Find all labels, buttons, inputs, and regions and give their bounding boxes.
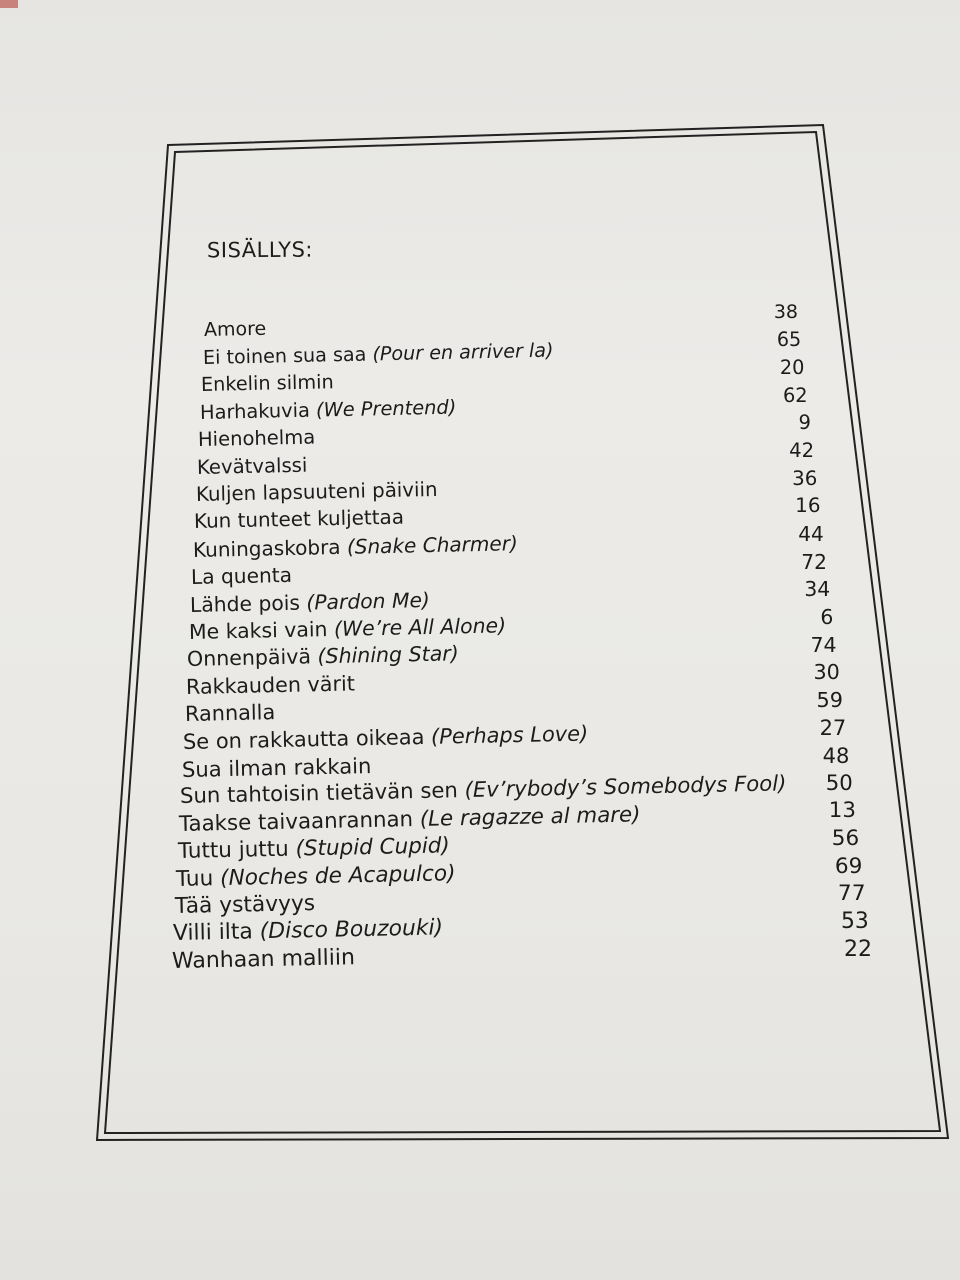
toc-original-title: (Ev’rybody’s Somebodys Fool) <box>464 771 788 804</box>
toc-page-number: 42 <box>789 438 815 462</box>
toc-entry-title <box>194 506 404 533</box>
toc-song-title: Me kaksi vain <box>188 617 328 644</box>
toc-page-number: 56 <box>831 826 860 852</box>
toc-song-title: Sun tahtoisin tietävän sen <box>180 778 459 810</box>
toc-entry-title <box>177 833 449 864</box>
toc-song-title: Harhakuvia <box>199 398 310 424</box>
toc-song-title: Tää ystävyys <box>174 891 316 919</box>
toc-page-number: 20 <box>779 355 805 379</box>
toc-song-title: Enkelin silmin <box>200 370 335 397</box>
toc-page-number: 22 <box>844 936 872 962</box>
toc-song-title: Kuljen lapsuuteni päiviin <box>195 477 438 506</box>
toc-page-number: 38 <box>773 300 798 323</box>
toc-entry-title <box>184 700 275 726</box>
toc-page-number: 30 <box>813 660 840 685</box>
toc-page-number: 6 <box>820 604 834 629</box>
toc-song-title: Kuningaskobra <box>192 534 341 562</box>
toc-page-number: 62 <box>782 383 808 407</box>
toc-entry-title <box>186 671 355 699</box>
toc-original-title: (Pour en arriver la) <box>371 338 554 366</box>
toc-original-title: (Stupid Cupid) <box>294 833 450 862</box>
toc-song-title: Tuu <box>175 865 214 892</box>
toc-original-title: (Noches de Acapulco) <box>220 860 456 891</box>
toc-original-title: (We’re All Alone) <box>333 613 506 641</box>
toc-page-number: 59 <box>816 687 844 712</box>
toc-entry-title <box>183 721 589 753</box>
toc-page-number: 27 <box>819 715 847 740</box>
toc-page-number: 69 <box>834 853 863 879</box>
toc-song-title: Tuttu juttu <box>177 836 289 865</box>
toc-song-title: Lähde pois <box>189 590 301 617</box>
toc-entry-title <box>204 317 267 340</box>
toc-original-title: (Perhaps Love) <box>430 721 589 749</box>
toc-entry-title <box>173 916 444 947</box>
toc-song-title: Ei toinen sua saa <box>202 342 367 369</box>
toc-original-title: (Shining Star) <box>317 641 460 669</box>
toc-song-title: Villi ilta <box>173 919 254 947</box>
toc-entry-title <box>191 563 292 589</box>
toc-original-title: (Snake Charmer) <box>346 530 518 559</box>
toc-entry-title <box>175 891 316 919</box>
toc-heading: SISÄLLYS: <box>206 237 314 263</box>
toc-page-number: 53 <box>840 909 869 935</box>
toc-original-title: (We Prentend) <box>315 395 457 422</box>
toc-song-title: Kun tunteet kuljettaa <box>194 505 405 534</box>
toc-page-number: 36 <box>792 466 818 490</box>
toc-song-title: Onnenpäivä <box>187 644 312 672</box>
toc-song-title: Taakse taivaanrannan <box>178 806 414 837</box>
toc-entry-title <box>176 861 456 892</box>
toc-song-title: Rannalla <box>184 700 275 727</box>
toc-entry-title <box>195 478 437 506</box>
toc-song-title: Rakkauden värit <box>185 671 355 699</box>
toc-entry-title <box>198 426 316 451</box>
toc-entry-title <box>201 371 334 397</box>
toc-page-number: 74 <box>810 632 837 657</box>
toc-page-number: 50 <box>825 770 853 796</box>
toc-entry-title <box>190 588 430 617</box>
toc-page-number: 16 <box>795 494 821 518</box>
toc-page-number: 48 <box>822 743 850 769</box>
toc-entry-title <box>193 531 518 562</box>
toc-song-title: Se on rakkautta oikeaa <box>182 724 425 754</box>
toc-song-title: Hienohelma <box>198 425 316 452</box>
toc-song-title: La quenta <box>191 563 293 590</box>
toc-entry-title <box>181 753 371 782</box>
toc-page-number: 44 <box>798 521 824 546</box>
toc-page-number: 72 <box>801 549 827 574</box>
toc-original-title: (Le ragazze al mare) <box>419 802 641 832</box>
toc-entry-title <box>187 642 459 672</box>
toc-page-number: 65 <box>776 328 802 352</box>
toc-entry-title <box>200 395 457 423</box>
toc-song-title: Sua ilman rakkain <box>181 753 372 782</box>
toc-song-title: Wanhaan malliin <box>171 944 356 974</box>
toc-entry-title <box>172 945 355 974</box>
toc-original-title: (Pardon Me) <box>306 587 431 615</box>
toc-song-title: Amore <box>203 317 267 341</box>
toc-page-number: 34 <box>804 577 831 602</box>
toc-entry-title <box>202 339 553 369</box>
toc-entry-title <box>188 613 506 644</box>
toc-entry-title <box>197 453 308 478</box>
toc-page-number: 9 <box>798 411 811 435</box>
toc-page-number: 77 <box>837 881 866 907</box>
toc-original-title: (Disco Bouzouki) <box>259 915 444 945</box>
toc-song-title: Kevätvalssi <box>196 453 308 479</box>
toc-page-number: 13 <box>828 798 856 824</box>
